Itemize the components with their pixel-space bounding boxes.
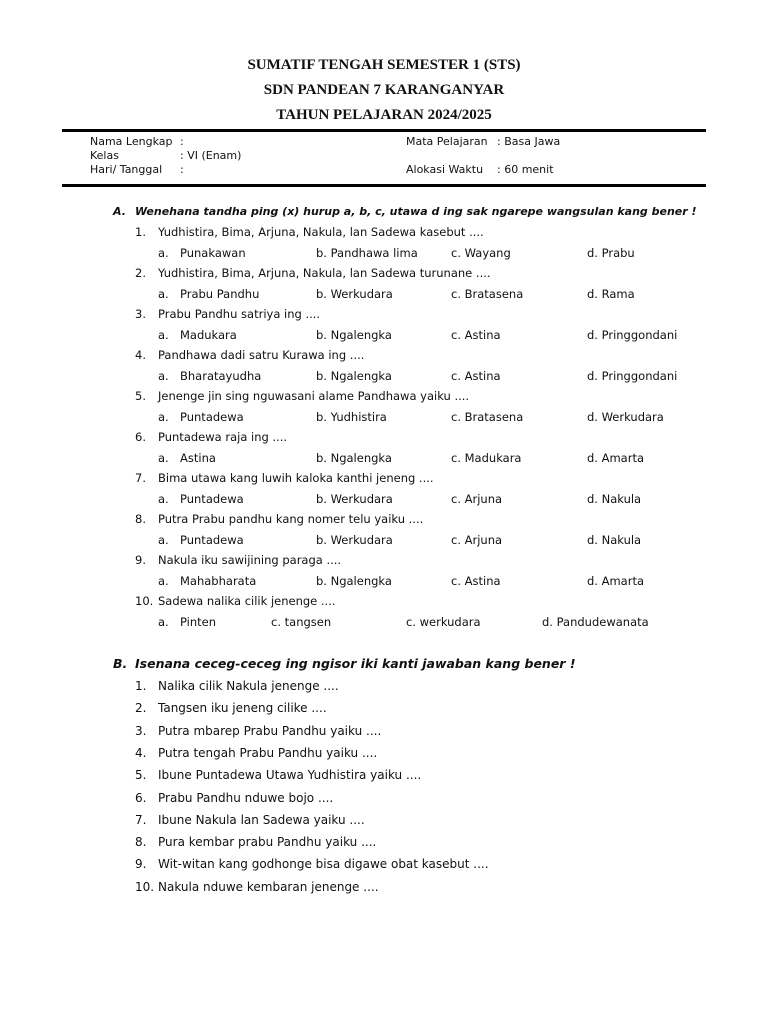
header-top-rule [62, 129, 706, 132]
section-b-heading [113, 656, 576, 671]
option-b: c. tangsen [271, 615, 332, 629]
question-text: Yudhistira, Bima, Arjuna, Nakula, lan Sadewa turunane .... [158, 266, 491, 280]
option-text: Mahabharata [180, 574, 257, 588]
question-text: Prabu Pandhu satriya ing .... [158, 307, 321, 321]
option-a: a. Puntadewa [158, 492, 244, 506]
option-a: a. Punakawan [158, 246, 246, 260]
question-number: 1. [135, 679, 147, 693]
question-number: 2. [135, 266, 146, 280]
question-a-7 [135, 470, 434, 486]
question-number: 7. [135, 813, 147, 827]
section-b-letter: B. [113, 656, 128, 671]
option-b: b. Werkudara [316, 533, 393, 547]
kelas-label: Kelas [90, 149, 119, 162]
question-text: Pura kembar prabu Pandhu yaiku .... [158, 835, 377, 849]
option-b: b. Ngalengka [316, 574, 392, 588]
option-d: d. Amarta [587, 574, 645, 588]
question-text: Wit-witan kang godhonge bisa digawe obat kasebut .... [158, 857, 489, 871]
question-b-8 [135, 834, 376, 850]
mapel-label: Mata Pelajaran [406, 135, 488, 148]
option-c: c. Arjuna [451, 492, 503, 506]
option-a: a. Madukara [158, 328, 237, 342]
question-text: Yudhistira, Bima, Arjuna, Nakula, lan Sadewa kasebut .... [158, 225, 484, 239]
option-a: a. Pinten [158, 615, 217, 629]
question-number: 3. [135, 307, 146, 321]
option-d: d. Nakula [587, 492, 642, 506]
alokasi-label: Alokasi Waktu [406, 163, 484, 176]
question-text: Prabu Pandhu nduwe bojo .... [158, 791, 334, 805]
option-b: b. Ngalengka [316, 451, 392, 465]
option-text: Prabu Pandhu [180, 287, 260, 301]
option-b: b. Werkudara [316, 492, 393, 506]
question-text: Putra Prabu pandhu kang nomer telu yaiku .... [158, 512, 424, 526]
option-a: a. Astina [158, 451, 216, 465]
option-d: d. Pringgondani [587, 369, 678, 383]
question-a-10 [135, 593, 336, 609]
option-b: b. Ngalengka [316, 369, 392, 383]
question-a-1 [135, 224, 484, 240]
question-text: Jenenge jin sing nguwasani alame Pandhawa yaiku .... [158, 389, 470, 403]
question-text: Ibune Puntadewa Utawa Yudhistira yaiku .... [158, 768, 422, 782]
question-text: Putra tengah Prabu Pandhu yaiku .... [158, 746, 378, 760]
hari-value: : [180, 163, 184, 176]
question-number: 6. [135, 791, 147, 805]
question-number: 8. [135, 512, 146, 526]
question-number: 2. [135, 701, 147, 715]
question-text: Bima utawa kang luwih kaloka kanthi jeneng .... [158, 471, 434, 485]
question-text: Pandhawa dadi satru Kurawa ing .... [158, 348, 365, 362]
option-b: b. Ngalengka [316, 328, 392, 342]
question-a-4 [135, 347, 364, 363]
question-number: 10. [135, 594, 154, 608]
question-number: 4. [135, 348, 146, 362]
question-b-6 [135, 790, 333, 806]
question-a-6 [135, 429, 287, 445]
school-name: SDN PANDEAN 7 KARANGANYAR [263, 82, 505, 98]
option-a: a. Prabu Pandhu [158, 287, 260, 301]
option-text: Astina [180, 451, 216, 465]
hari-label: Hari/ Tanggal [90, 163, 163, 176]
option-text: Puntadewa [180, 533, 244, 547]
option-a: a. Mahabharata [158, 574, 257, 588]
kelas-value: : VI (Enam) [180, 149, 242, 162]
question-b-7 [135, 812, 365, 828]
question-b-10 [135, 879, 379, 895]
option-text: Punakawan [180, 246, 246, 260]
question-b-2 [135, 700, 327, 716]
option-d: d. Amarta [587, 451, 645, 465]
question-number: 9. [135, 857, 147, 871]
question-a-9 [135, 552, 341, 568]
option-d: d. Rama [587, 287, 635, 301]
option-c: c. Bratasena [451, 287, 524, 301]
option-c: c. Astina [451, 328, 501, 342]
option-d: d. Pringgondani [587, 328, 678, 342]
option-a: a. Bharatayudha [158, 369, 262, 383]
option-d: d. Werkudara [587, 410, 664, 424]
option-b: b. Werkudara [316, 287, 393, 301]
question-b-9 [135, 856, 489, 872]
option-c: c. Wayang [451, 246, 511, 260]
section-a-instruction: Wenehana tandha ping (x) hurup a, b, c, utawa d ing sak ngarepe wangsulan kang bener ! [135, 205, 697, 218]
question-text: Nalika cilik Nakula jenenge .... [158, 679, 339, 693]
option-text: Puntadewa [180, 492, 244, 506]
option-a: a. Puntadewa [158, 533, 244, 547]
option-text: Bharatayudha [180, 369, 262, 383]
nama-value: : [180, 135, 184, 148]
exam-title: SUMATIF TENGAH SEMESTER 1 (STS) [247, 57, 521, 73]
option-text: Puntadewa [180, 410, 244, 424]
question-number: 7. [135, 471, 146, 485]
question-number: 6. [135, 430, 146, 444]
question-number: 8. [135, 835, 147, 849]
option-a: a. Puntadewa [158, 410, 244, 424]
option-text: Madukara [180, 328, 237, 342]
question-text: Sadewa nalika cilik jenenge .... [158, 594, 336, 608]
question-b-3 [135, 723, 381, 739]
question-number: 5. [135, 389, 146, 403]
question-number: 10. [135, 880, 155, 894]
question-text: Puntadewa raja ing .... [158, 430, 288, 444]
question-text: Ibune Nakula lan Sadewa yaiku .... [158, 813, 365, 827]
question-text: Tangsen iku jeneng cilike .... [158, 701, 327, 715]
question-b-4 [135, 745, 377, 761]
header-bottom-rule [62, 184, 706, 187]
question-b-5 [135, 767, 421, 783]
option-b: b. Yudhistira [316, 410, 387, 424]
question-b-1 [135, 678, 339, 694]
option-c: c. Astina [451, 574, 501, 588]
option-d: d. Pandudewanata [542, 615, 649, 629]
section-b-instruction: Isenana ceceg-ceceg ing ngisor iki kanti jawaban kang bener ! [135, 656, 576, 671]
alokasi-value: : 60 menit [497, 163, 554, 176]
option-c: c. werkudara [406, 615, 481, 629]
question-number: 5. [135, 768, 147, 782]
option-c: c. Bratasena [451, 410, 524, 424]
option-d: d. Nakula [587, 533, 642, 547]
question-a-8 [135, 511, 423, 527]
question-number: 9. [135, 553, 146, 567]
academic-year: TAHUN PELAJARAN 2024/2025 [276, 107, 492, 123]
question-a-3 [135, 306, 320, 322]
option-text: Pinten [180, 615, 217, 629]
question-text: Putra mbarep Prabu Pandhu yaiku .... [158, 724, 382, 738]
question-text: Nakula iku sawijining paraga .... [158, 553, 342, 567]
nama-label: Nama Lengkap [90, 135, 173, 148]
question-a-5 [135, 388, 469, 404]
option-d: d. Prabu [587, 246, 635, 260]
mapel-value: : Basa Jawa [497, 135, 561, 148]
option-c: c. Astina [451, 369, 501, 383]
section-a-letter: A. [113, 205, 126, 218]
question-number: 1. [135, 225, 146, 239]
question-text: Nakula nduwe kembaran jenenge .... [158, 880, 379, 894]
question-number: 4. [135, 746, 147, 760]
section-a-heading [113, 205, 697, 218]
question-a-2 [135, 265, 491, 281]
option-c: c. Madukara [451, 451, 522, 465]
option-c: c. Arjuna [451, 533, 503, 547]
option-b: b. Pandhawa lima [316, 246, 418, 260]
question-number: 3. [135, 724, 147, 738]
